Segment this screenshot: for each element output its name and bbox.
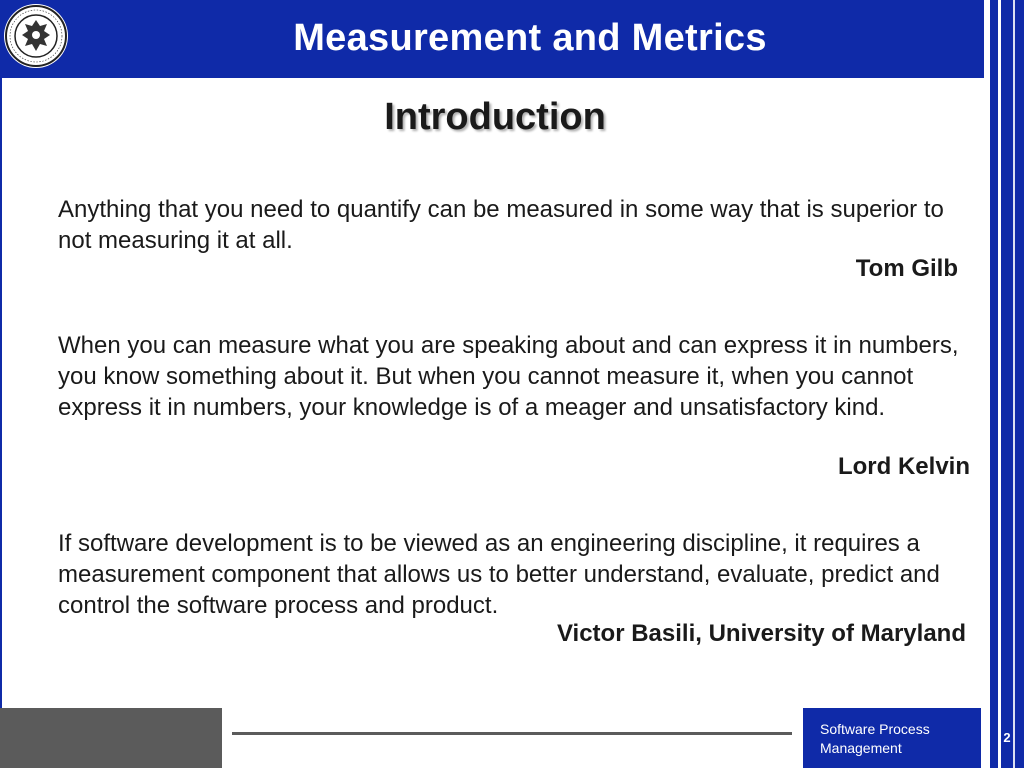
right-border-line xyxy=(1013,0,1015,768)
university-seal-icon xyxy=(4,4,68,68)
right-border-bar xyxy=(990,0,998,768)
slide-title: Measurement and Metrics xyxy=(293,17,767,59)
quote-author-1: Tom Gilb xyxy=(855,255,958,282)
quote-author-3: Victor Basili, University of Maryland xyxy=(556,620,966,647)
left-border xyxy=(0,78,2,710)
quote-author-2: Lord Kelvin xyxy=(837,453,970,480)
page-number: 2 xyxy=(1003,730,1011,745)
quote-text-1: Anything that you need to quantify can be measured in some way that is superior to not measuring it at all. xyxy=(58,196,944,254)
footer-divider xyxy=(232,732,792,735)
slide-subtitle: Introduction xyxy=(384,96,606,138)
quote-text-2: When you can measure what you are speaking about and can express it in numbers, you know something about it. But when you cannot measure it, when you cannot express it in numbers, your knowledge is of a meager and unsatisfactory kind. xyxy=(58,332,959,421)
slide-header xyxy=(0,0,1024,78)
footer-course-label: Software Process Management xyxy=(820,721,930,756)
quote-text-3: If software development is to be viewed as an engineering discipline, it requires a measurement component that allows us to better understand, evaluate, predict and control the software process and product. xyxy=(58,530,940,619)
footer-gray-block xyxy=(0,708,222,768)
